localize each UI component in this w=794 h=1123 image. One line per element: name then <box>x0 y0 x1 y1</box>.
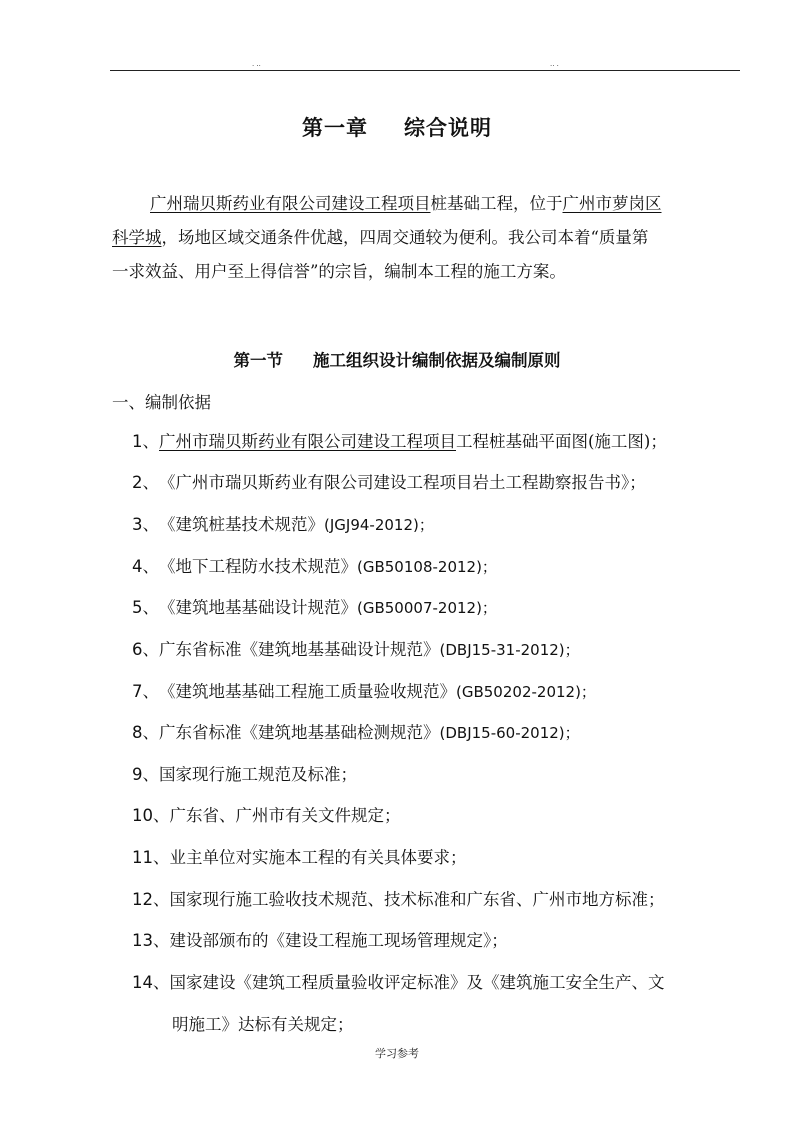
list-item <box>132 678 794 702</box>
list-item-number: 5、 <box>132 598 159 617</box>
list-item <box>132 761 794 785</box>
list-item-text: 《地下工程防水技术规范》 <box>159 557 357 576</box>
list-item-number: 2、 <box>132 473 159 492</box>
section-heading: 施工组织设计编制依据及编制原则 <box>313 351 561 370</box>
intro-line-1 <box>112 187 740 221</box>
section-number: 第一节 <box>233 351 283 370</box>
list-item-text: 《建筑桩基技术规范》 <box>159 515 324 534</box>
chapter-heading: 综合说明 <box>404 115 492 140</box>
list-item-text: 业主单位对实施本工程的有关具体要求； <box>169 848 467 867</box>
list-item-number: 7、 <box>132 682 159 701</box>
list-item-number: 4、 <box>132 557 159 576</box>
list-item-number: 14、 <box>132 973 170 992</box>
list-item <box>132 844 794 868</box>
list-item-code: (DBJ15-31-2012)； <box>439 641 580 659</box>
list-item <box>132 886 794 910</box>
list-item-text: 国家建设《建筑工程质量验收评定标准》及《建筑施工安全生产、文 <box>169 973 665 992</box>
header-mark-right: .. . <box>550 60 559 68</box>
list-item-text: 工程桩基础平面图(施工图)； <box>456 432 667 451</box>
list-item-text: 国家现行施工规范及标准； <box>159 765 357 784</box>
list-item-underlined-text: 广州市瑞贝斯药业有限公司建设工程项目 <box>159 432 456 451</box>
list-item <box>132 428 794 452</box>
list-item-number: 6、 <box>132 640 159 659</box>
list-item <box>132 927 794 951</box>
list-item-continuation: 明施工》达标有关规定； <box>172 1015 354 1034</box>
list-item-code: (GB50108-2012)； <box>357 558 497 576</box>
chapter-title <box>0 112 794 142</box>
list-item-number: 13、 <box>132 931 170 950</box>
header-rule <box>110 70 740 71</box>
intro-line-3: 一求效益、用户至上得信誉”的宗旨，编制本工程的施工方案。 <box>112 262 566 281</box>
intro-paragraph <box>112 187 740 289</box>
list-item <box>132 636 794 660</box>
list-item <box>132 511 794 535</box>
subheading-basis: 一、编制依据 <box>112 393 211 412</box>
intro-text: ，场地区域交通条件优越，四周交通较为便利。我公司本着“质量第 <box>161 228 649 247</box>
list-item-number: 10、 <box>132 806 170 825</box>
list-item <box>132 969 794 993</box>
list-item-number: 8、 <box>132 723 159 742</box>
list-item <box>132 594 794 618</box>
section-title <box>0 347 794 371</box>
list-item-text: 《建筑地基基础设计规范》 <box>159 598 357 617</box>
list-item <box>132 469 794 493</box>
list-item-number: 3、 <box>132 515 159 534</box>
list-item-text: 广东省、广州市有关文件规定； <box>169 806 401 825</box>
chapter-number: 第一章 <box>302 115 368 140</box>
list-item-code: (GB50202-2012)； <box>456 683 596 701</box>
page-footer: 学习参考 <box>375 1047 419 1060</box>
intro-line-2 <box>112 221 740 255</box>
list-item-number: 9、 <box>132 765 159 784</box>
list-item-code: (GB50007-2012)； <box>357 599 497 617</box>
location-area: 科学城 <box>112 228 162 247</box>
list-item-number: 11、 <box>132 848 170 867</box>
list-item-code: (JGJ94-2012)； <box>324 516 434 534</box>
list-item-text: 国家现行施工验收技术规范、技术标准和广东省、广州市地方标准； <box>169 890 665 909</box>
location-district: 广州市萝岗区 <box>562 194 662 213</box>
list-item-text: 建设部颁布的《建设工程施工现场管理规定》； <box>169 931 508 950</box>
list-item-number: 1、 <box>132 432 159 451</box>
list-item-text: 《建筑地基基础工程施工质量验收规范》 <box>159 682 456 701</box>
list-item-code: (DBJ15-60-2012)； <box>439 724 580 742</box>
list-item-text: 广东省标准《建筑地基基础检测规范》 <box>159 723 440 742</box>
list-item <box>132 553 794 577</box>
list-item-text: 广东省标准《建筑地基基础设计规范》 <box>159 640 440 659</box>
list-item-text: 《广州市瑞贝斯药业有限公司建设工程项目岩土工程勘察报告书》； <box>159 473 646 492</box>
intro-text: 桩基础工程，位于 <box>430 194 563 213</box>
project-name: 广州瑞贝斯药业有限公司建设工程项目 <box>150 194 431 213</box>
header-mark-left: . .. <box>252 60 261 68</box>
list-item-number: 12、 <box>132 890 170 909</box>
list-item <box>132 802 794 826</box>
list-item <box>132 719 794 743</box>
